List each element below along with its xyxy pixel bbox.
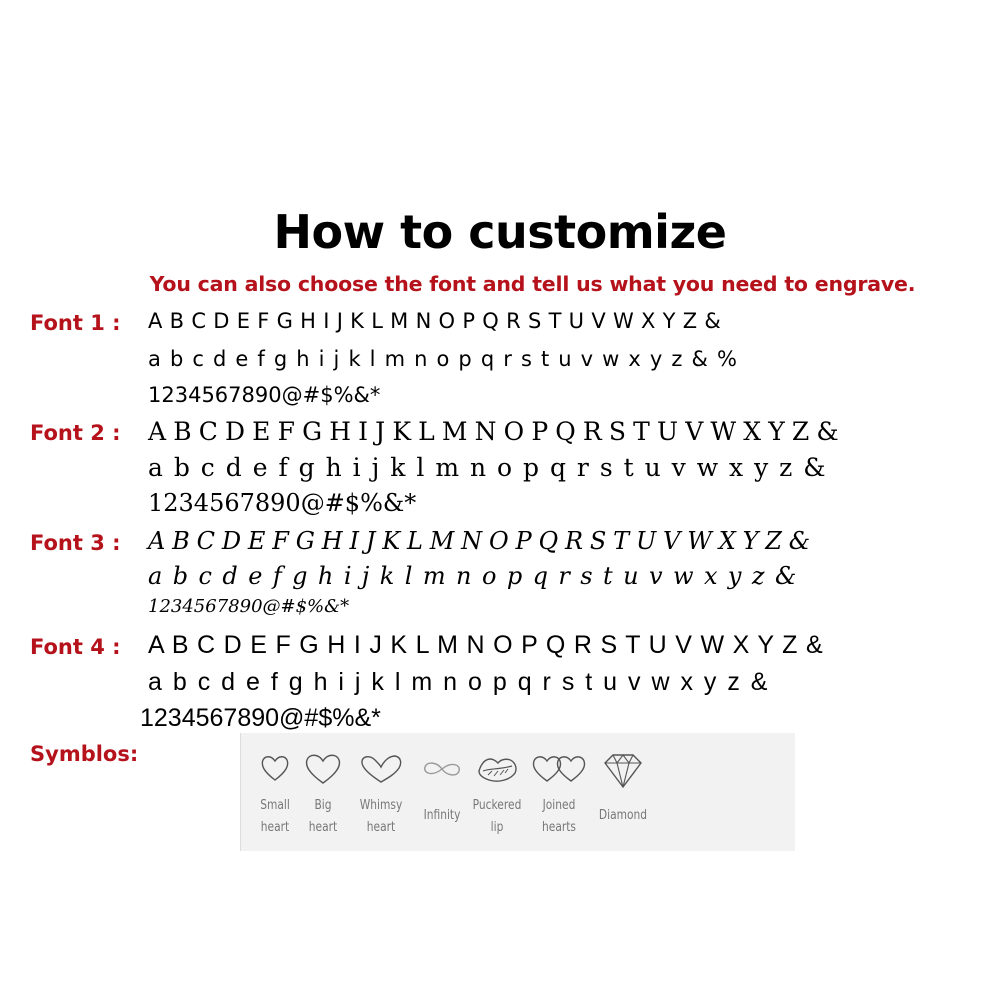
font-2-uppercase: A B C D E F G H I J K L M N O P Q R S T U V W X Y Z &: [148, 417, 839, 446]
diamond-icon: [601, 751, 645, 791]
symbol-whimsy-heart-label-2: heart: [366, 820, 396, 835]
symbol-puckered-lip-label-1: Puckered: [472, 798, 522, 813]
font-4-label: Font 4 :: [30, 635, 121, 659]
page-subtitle: You can also choose the font and tell us what you need to engrave.: [149, 272, 916, 296]
symbol-puckered-lip-label-2: lip: [490, 820, 504, 835]
big-heart-icon: [303, 751, 343, 787]
joined-hearts-icon: [530, 751, 588, 787]
symbol-small-heart-label-1: Small: [260, 798, 290, 813]
symbol-joined-hearts[interactable]: [527, 733, 591, 851]
symbols-label: Symblos:: [30, 742, 139, 766]
symbol-small-heart-label-2: heart: [260, 820, 290, 835]
symbol-big-heart-label-2: heart: [308, 820, 338, 835]
symbol-joined-hearts-label-2: hearts: [542, 820, 576, 835]
puckered-lip-icon: [474, 751, 520, 787]
font-3-label: Font 3 :: [30, 531, 121, 555]
font-1-uppercase: A B C D E F G H I J K L M N O P Q R S T U V W X Y Z &: [148, 309, 722, 333]
small-heart-icon: [258, 751, 292, 785]
symbol-joined-hearts-label-1: Joined: [542, 798, 576, 813]
symbol-puckered-lip[interactable]: [465, 733, 529, 851]
font-2-digits: 1234567890@#$%&*: [148, 489, 417, 517]
symbol-diamond[interactable]: [591, 733, 655, 851]
symbol-whimsy-heart[interactable]: [349, 733, 413, 851]
font-4-digits: 1234567890@#$%&*: [140, 704, 381, 732]
whimsy-heart-icon: [358, 751, 404, 787]
font-3-lowercase: a b c d e f g h i j k l m n o p q r s t u v w x y z &: [148, 562, 798, 590]
symbol-infinity[interactable]: [411, 733, 473, 851]
symbol-whimsy-heart-label-1: Whimsy: [359, 798, 403, 813]
font-3-digits: 1234567890@#$%&*: [148, 596, 350, 617]
symbol-big-heart-label-1: Big: [314, 798, 332, 813]
font-1-label: Font 1 :: [30, 311, 121, 335]
font-4-lowercase: a b c d e f g h i j k l m n o p q r s t u v w x y z &: [148, 668, 770, 696]
page-title: How to customize: [273, 205, 727, 259]
symbol-infinity-label: Infinity: [423, 808, 461, 823]
symbols-panel: [240, 733, 795, 851]
font-2-lowercase: a b c d e f g h i j k l m n o p q r s t u v w x y z &: [148, 453, 828, 482]
font-2-label: Font 2 :: [30, 421, 121, 445]
font-1-digits: 1234567890@#$%&*: [148, 383, 381, 407]
font-3-uppercase: A B C D E F G H I J K L M N O P Q R S T U V W X Y Z &: [148, 527, 810, 555]
font-1-lowercase: a b c d e f g h i j k l m n o p q r s t u v w x y z & %: [148, 347, 739, 371]
font-4-uppercase: A B C D E F G H I J K L M N O P Q R S T U V W X Y Z &: [148, 631, 824, 659]
symbol-big-heart[interactable]: [293, 733, 353, 851]
symbol-diamond-label: Diamond: [598, 808, 648, 823]
infinity-icon: [419, 751, 465, 787]
